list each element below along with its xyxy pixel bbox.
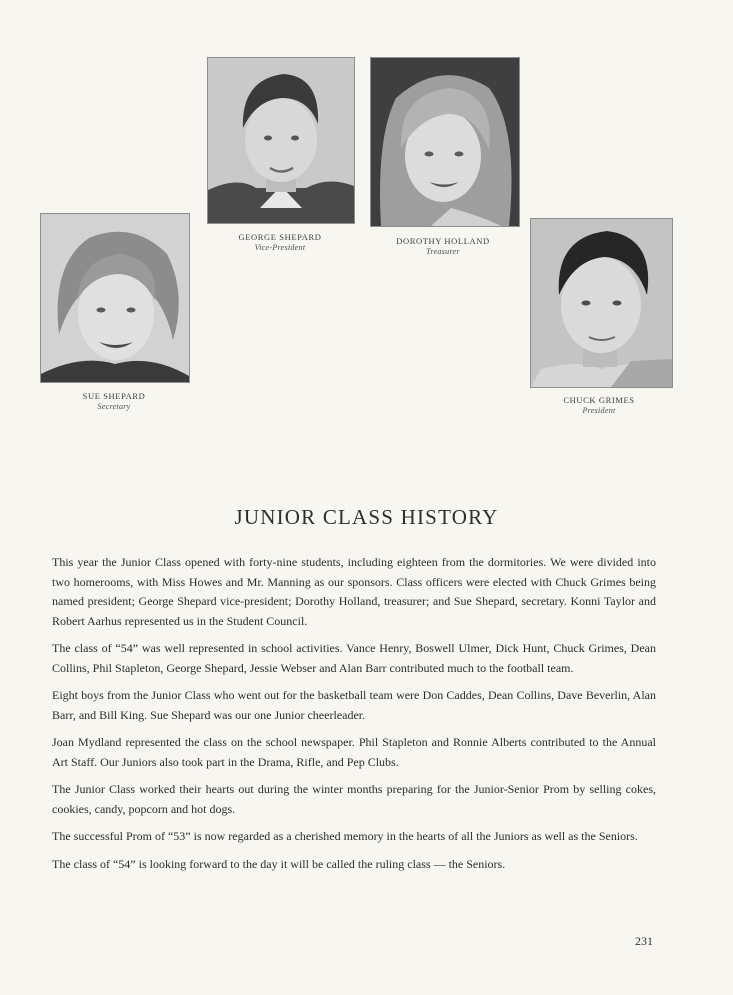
officer-name: DOROTHY HOLLAND xyxy=(396,236,490,246)
caption-chuck-grimes xyxy=(527,395,671,416)
page-number: 231 xyxy=(635,934,653,948)
officer-name: CHUCK GRIMES xyxy=(563,395,635,405)
history-paragraph: The class of “54” was well represented in school activities. Vance Henry, Boswell Ulmer, Dick Hunt, Chuck Grimes, Dean Collins, Phil Stapleton, George Shepard, Jessie Webser and Alan Barr contributed much to the football team. xyxy=(52,641,656,675)
officer-name: GEORGE SHEPARD xyxy=(238,232,322,242)
officer-role: Secretary xyxy=(97,401,131,411)
officer-role: President xyxy=(582,405,616,415)
caption-george-shepard xyxy=(207,232,353,253)
photo-dorothy-holland xyxy=(370,57,520,227)
caption-dorothy-holland xyxy=(368,236,518,257)
history-paragraph: The Junior Class worked their hearts out during the winter months preparing for the Junior-Senior Prom by selling cokes, cookies, candy, popcorn and hot dogs. xyxy=(52,782,656,816)
history-body xyxy=(52,553,656,882)
history-paragraph: Joan Mydland represented the class on the school newspaper. Phil Stapleton and Ronnie Alberts contributed to the Annual Art Staff. Our Juniors also took part in the Drama, Rifle, and Pep Clubs. xyxy=(52,735,656,769)
page-title: JUNIOR CLASS HISTORY xyxy=(234,505,499,529)
officer-role: Treasurer xyxy=(426,246,460,256)
history-paragraph: This year the Junior Class opened with forty-nine students, including eighteen from the dormitories. We were divided into two homerooms, with Miss Howes and Mr. Manning as our sponsors. Class officers were elected with Chuck Grimes being named president; George Shepard vice-president; Dorothy Holland, treasurer; and Sue Shepard, secretary. Konni Taylor and Robert Aarhus represented us in the Student Council. xyxy=(52,555,656,628)
caption-sue-shepard xyxy=(40,391,188,412)
photo-george-shepard xyxy=(207,57,355,224)
officer-name: SUE SHEPARD xyxy=(82,391,146,401)
history-paragraph: The class of “54” is looking forward to the day it will be called the ruling class — the Seniors. xyxy=(52,856,506,871)
history-paragraph: The successful Prom of “53” is now regarded as a cherished memory in the hearts of all the Juniors as well as the Seniors. xyxy=(52,829,638,843)
photo-sue-shepard xyxy=(40,213,190,383)
officer-role: Vice-President xyxy=(254,242,306,252)
history-paragraph: Eight boys from the Junior Class who went out for the basketball team were Don Caddes, Dean Collins, Dave Beverlin, Alan Barr, and Bill King. Sue Shepard was our one Junior cheerleader. xyxy=(52,688,656,722)
photo-chuck-grimes xyxy=(530,218,673,388)
